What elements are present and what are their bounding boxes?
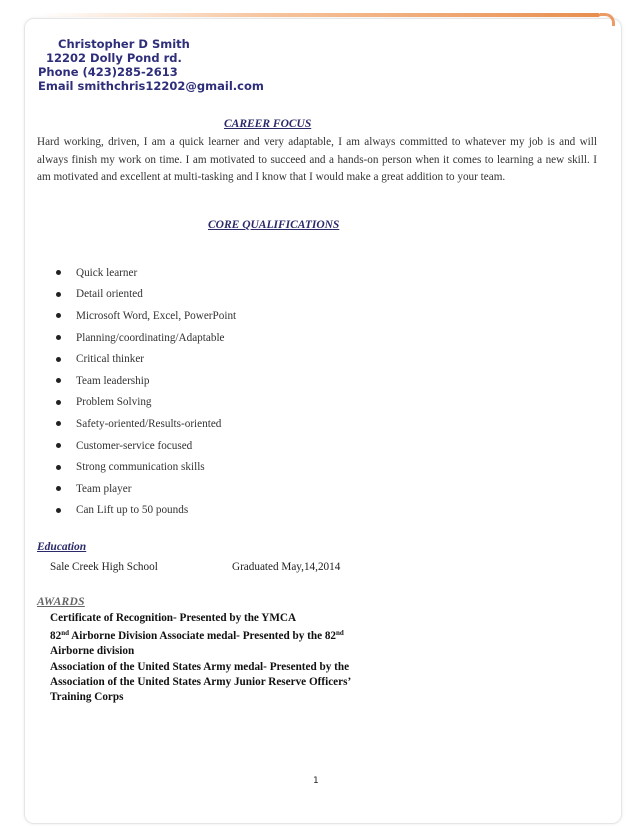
- list-item: Critical thinker: [56, 348, 236, 370]
- contact-address: 12202 Dolly Pond rd.: [38, 51, 182, 65]
- education-school: Sale Creek High School: [50, 561, 158, 573]
- awards-list: [50, 611, 351, 705]
- bullet-icon: [56, 313, 61, 318]
- bullet-icon: [56, 421, 61, 426]
- education-graduated: Graduated May,14,2014: [232, 561, 341, 573]
- page-number: 1: [313, 776, 319, 786]
- list-item: Team player: [56, 478, 236, 500]
- bullet-icon: [56, 400, 61, 405]
- core-qualifications-title: CORE QUALIFICATIONS: [208, 219, 340, 231]
- list-item: Can Lift up to 50 pounds: [56, 500, 236, 522]
- contact-email: Email smithchris12202@gmail.com: [38, 79, 264, 93]
- bullet-icon: [56, 508, 61, 513]
- award-line: Certificate of Recognition- Presented by the YMCA: [50, 612, 297, 624]
- list-item: Customer-service focused: [56, 435, 236, 457]
- contact-phone: Phone (423)285-2613: [38, 65, 178, 79]
- award-line: Training Corps: [50, 691, 124, 704]
- contact-name: Christopher D Smith: [38, 37, 190, 51]
- list-item: Planning/coordinating/Adaptable: [56, 327, 236, 349]
- awards-title: AWARDS: [37, 596, 85, 608]
- qualifications-list: [56, 262, 236, 521]
- list-item: Detail oriented: [56, 284, 236, 306]
- award-line: Association of the United States Army Junior Reserve Officers’: [50, 675, 352, 688]
- list-item: Safety-oriented/Results-oriented: [56, 413, 236, 435]
- bullet-icon: [56, 292, 61, 297]
- bullet-icon: [56, 357, 61, 362]
- list-item: Team leadership: [56, 370, 236, 392]
- top-accent-line: [40, 13, 600, 17]
- award-line: Airborne division: [50, 645, 135, 658]
- bullet-icon: [56, 443, 61, 448]
- list-item: Quick learner: [56, 262, 236, 284]
- bullet-icon: [56, 465, 61, 470]
- list-item: Microsoft Word, Excel, PowerPoint: [56, 305, 236, 327]
- top-accent-corner: [600, 13, 615, 26]
- career-focus-text: Hard working, driven, I am a quick learner and very adaptable, I am always committed to whatever my job is and will always finish my work on time. I am motivated to succeed and a hands-on person when it comes to learning a new skill. I am motivated and excellent at multi-tasking and I know that I would make a great addition to your team.: [37, 136, 597, 183]
- bullet-icon: [56, 335, 61, 340]
- list-item: Strong communication skills: [56, 456, 236, 478]
- career-focus-title: CAREER FOCUS: [224, 118, 312, 130]
- bullet-icon: [56, 486, 61, 491]
- contact-block: [38, 37, 264, 93]
- education-row: [50, 561, 340, 573]
- award-line: 82nd Airborne Division Associate medal- Presented by the 82nd: [50, 629, 344, 643]
- education-title: Education: [37, 541, 87, 553]
- list-item: Problem Solving: [56, 392, 236, 414]
- bullet-icon: [56, 270, 61, 275]
- bullet-icon: [56, 378, 61, 383]
- award-line: Association of the United States Army medal- Presented by the: [50, 660, 350, 673]
